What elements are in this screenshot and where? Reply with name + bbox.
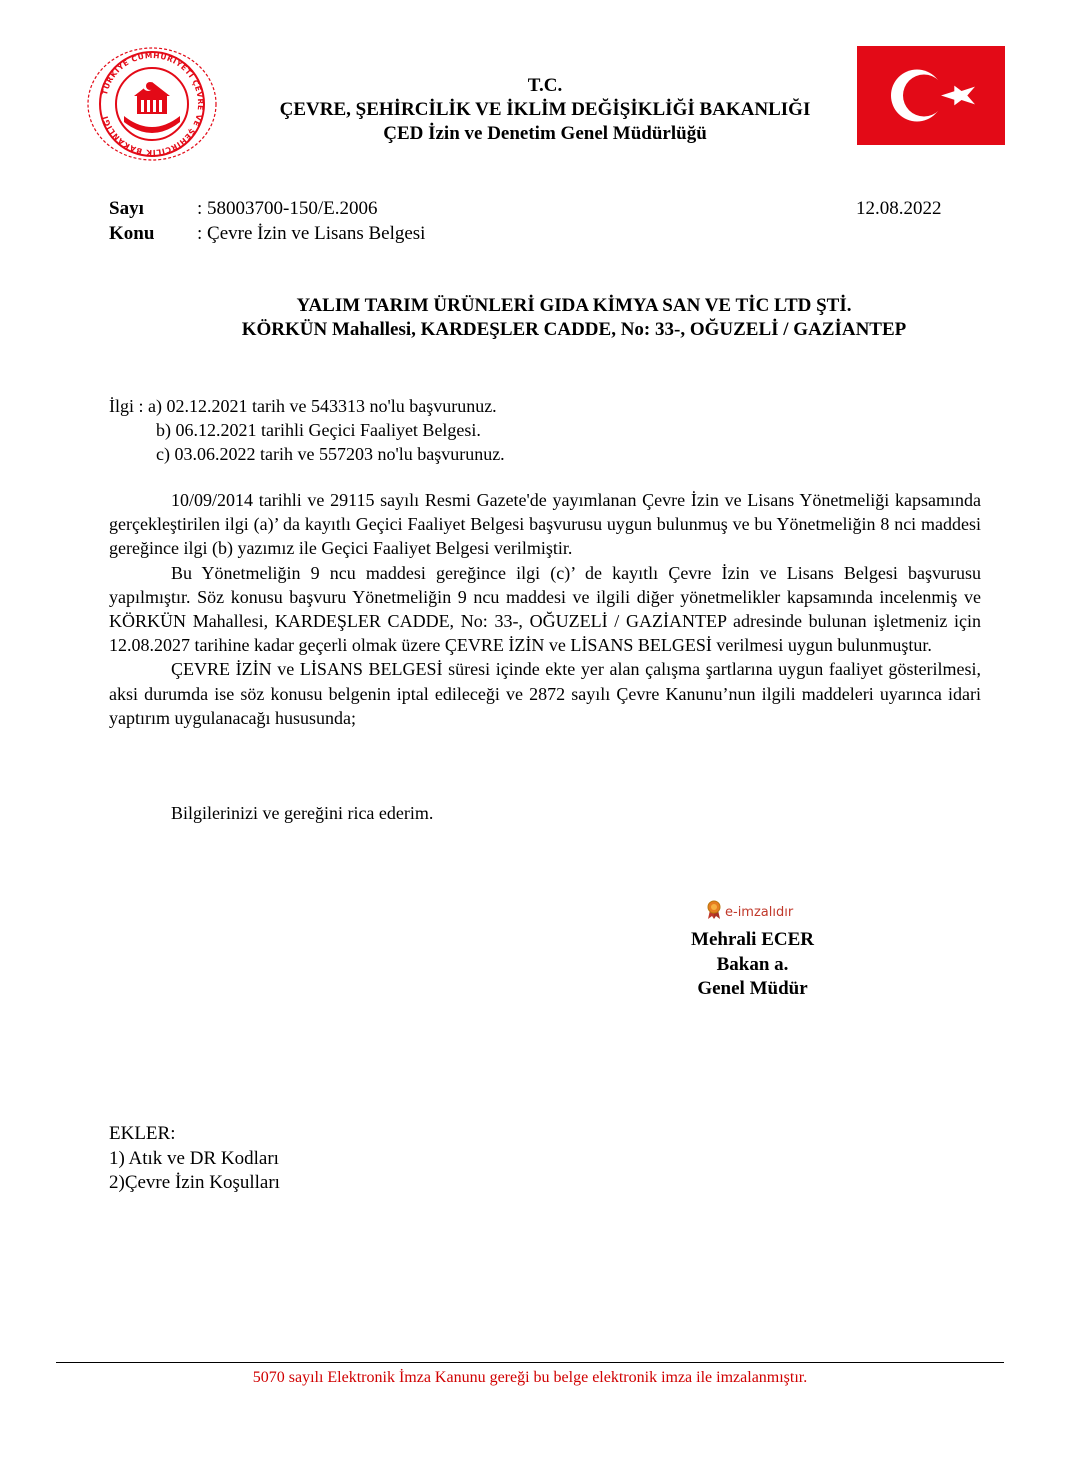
signatory-title: Genel Müdür bbox=[697, 978, 808, 999]
body-paragraph-1: 10/09/2014 tarihli ve 29115 sayılı Resmi Gazete'de yayımlanan Çevre İzin ve Lisans Yönetmeliği kapsamında gerçekleştirilen ilgi (a)’ da kayıtlı Geçici Faaliyet Belgesi başvurusu uygun bulunmuş ve bu Yönetmeliğin 8 nci maddesi gereğince ilgi (b) yazımız ile Geçici Faaliyet Belgesi verilmiştir. bbox=[109, 490, 981, 559]
attachments-heading: EKLER: bbox=[109, 1123, 176, 1144]
addressee-company: YALIM TARIM ÜRÜNLERİ GIDA KİMYA SAN VE TİC LTD ŞTİ. bbox=[296, 295, 852, 316]
konu-label: Konu bbox=[109, 223, 155, 244]
header-department: ÇED İzin ve Denetim Genel Müdürlüğü bbox=[383, 123, 707, 144]
addressee-address: KÖRKÜN Mahallesi, KARDEŞLER CADDE, No: 33-, OĞUZELİ / GAZİANTEP bbox=[241, 319, 907, 340]
references bbox=[109, 394, 505, 466]
konu-value: : Çevre İzin ve Lisans Belgesi bbox=[197, 223, 426, 244]
header-country: T.C. bbox=[527, 75, 563, 96]
signatory-on-behalf: Bakan a. bbox=[716, 953, 789, 975]
e-signature-label: e-imzalıdır bbox=[725, 904, 794, 920]
footer-e-signature-notice: 5070 sayılı Elektronik İmza Kanunu gereği bu belge elektronik imza ile imzalanmıştır. bbox=[252, 1369, 808, 1386]
document-meta bbox=[109, 196, 425, 246]
e-signature-stamp bbox=[706, 900, 793, 924]
attachments bbox=[109, 1122, 280, 1196]
turkish-flag bbox=[857, 46, 1005, 145]
attachment-item: 2)Çevre İzin Koşulları bbox=[109, 1172, 280, 1193]
closing-sentence: Bilgilerinizi ve gereğini rica ederim. bbox=[171, 803, 434, 823]
ribbon-badge-icon bbox=[706, 900, 722, 924]
attachment-item: 1) Atık ve DR Kodları bbox=[109, 1147, 279, 1169]
signatory bbox=[660, 928, 845, 1002]
body-paragraph-2: Bu Yönetmeliğin 9 ncu maddesi gereğince ilgi (c)’ de kayıtlı Çevre İzin ve Lisans Belgesi başvurusu yapılmıştır. Söz konusu başvuru Yönetmeliğin 9 ncu maddesi ve ilgili diğer yönetmelikler kapsamında incelenmiş ve KÖRKÜN Mahallesi, KARDEŞLER CADDE, No: 33-, OĞUZELİ / GAZİANTEP adresinde bulunan işletmeniz için 12.08.2027 tarihine kadar geçerli olmak üzere ÇEVRE İZİN ve LİSANS BELGESİ verilmesi uygun bulunmuştur. bbox=[109, 562, 981, 656]
sayi-label: Sayı bbox=[109, 198, 144, 219]
body-paragraph-3: ÇEVRE İZİN ve LİSANS BELGESİ süresi içinde ekte yer alan çalışma şartlarına uygun faaliyet gösterilmesi, aksi durumda ise söz konusu belgenin iptal edileceği ve 2872 sayılı Çevre Kanunu’nun ilgili maddeleri uyarınca idari yaptırım uygulanacağı hususunda; bbox=[109, 659, 981, 728]
header-ministry: ÇEVRE, ŞEHİRCİLİK VE İKLİM DEĞİŞİKLİĞİ BAKANLIĞI bbox=[279, 99, 811, 120]
logo-ring-text: TÜRKİYE CUMHURİYETİ ÇEVRE VE ŞEHİRCİLİK BAKANLIĞI bbox=[99, 50, 206, 158]
ministry-logo bbox=[84, 46, 220, 162]
addressee bbox=[109, 294, 1039, 342]
reference-b: b) 06.12.2021 tarihli Geçici Faaliyet Belgesi. bbox=[156, 420, 481, 440]
letter-body bbox=[109, 488, 981, 730]
sayi-value: : 58003700-150/E.2006 bbox=[197, 198, 378, 219]
document-date: 12.08.2022 bbox=[856, 198, 942, 219]
letterhead bbox=[220, 74, 870, 146]
signatory-name: Mehrali ECER bbox=[691, 929, 814, 950]
footer-divider bbox=[56, 1362, 1004, 1363]
reference-c: c) 03.06.2022 tarih ve 557203 no'lu başvurunuz. bbox=[156, 444, 505, 464]
reference-a: İlgi : a) 02.12.2021 tarih ve 543313 no'lu başvurunuz. bbox=[109, 396, 497, 416]
